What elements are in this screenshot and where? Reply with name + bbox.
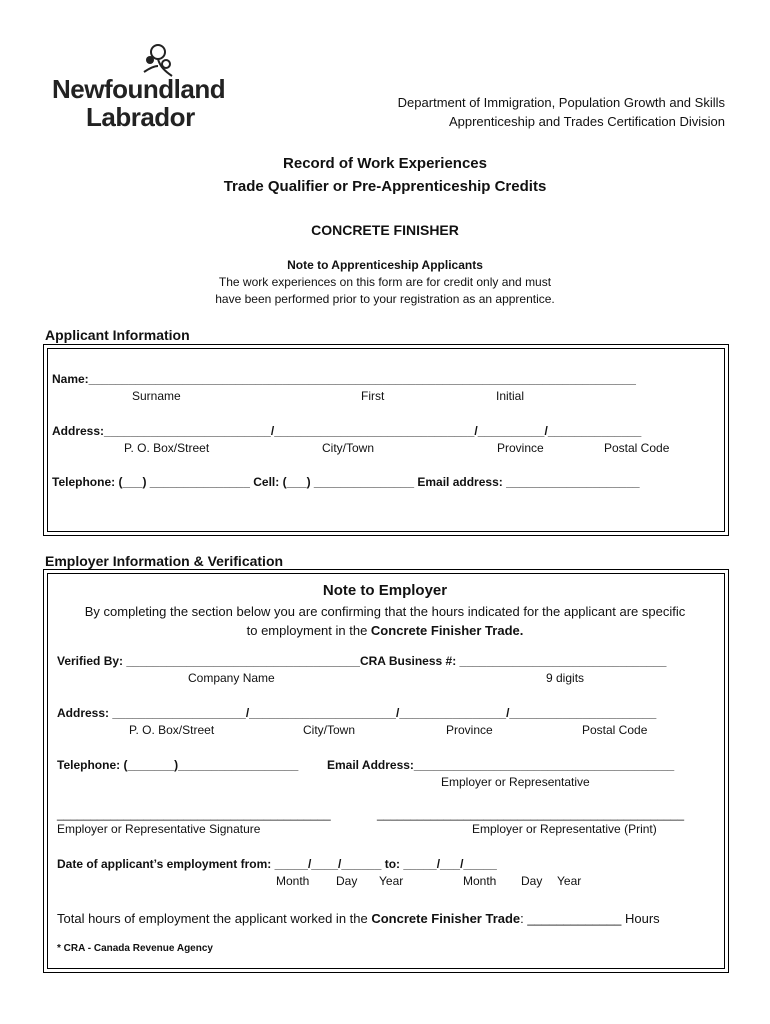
emp-addr-box-label: P. O. Box/Street xyxy=(129,723,215,737)
name-initial-label: Initial xyxy=(496,389,525,403)
email-sub-label: Employer or Representative xyxy=(441,775,590,789)
addr-city-label: City/Town xyxy=(322,441,375,455)
form-title: Record of Work Experiences xyxy=(283,155,487,172)
note-employer-line1: By completing the section below you are confirming that the hours indicated for the applicant are specific xyxy=(84,604,686,619)
print-name-line[interactable]: ______________________________________________ xyxy=(377,807,684,821)
employer-section-title: Employer Information & Verification xyxy=(45,553,284,569)
newfoundland-labrador-logo xyxy=(52,42,242,132)
employer-address-field[interactable]: Address: ____________________/______________________/________________/______________________ xyxy=(57,706,657,720)
note-applicants-heading: Note to Apprenticeship Applicants xyxy=(287,258,483,272)
company-name-label: Company Name xyxy=(188,671,275,685)
applicant-address-field[interactable]: Address:_________________________/______________________________/__________/______________ xyxy=(52,424,642,438)
name-surname-label: Surname xyxy=(132,389,181,403)
to-day-label: Day xyxy=(521,874,543,888)
division-name: Apprenticeship and Trades Certification Division xyxy=(448,114,725,129)
emp-addr-province-label: Province xyxy=(446,723,493,737)
from-year-label: Year xyxy=(379,874,404,888)
applicant-name-field[interactable]: Name:__________________________________________________________________________________ xyxy=(52,372,636,386)
note-applicants-line2: have been performed prior to your registration as an apprentice. xyxy=(215,292,555,306)
note-applicants-line1: The work experiences on this form are for credit only and must xyxy=(218,275,552,289)
addr-province-label: Province xyxy=(497,441,544,455)
from-day-label: Day xyxy=(336,874,358,888)
emp-addr-postal-label: Postal Code xyxy=(582,723,648,737)
logo-line-2: Labrador xyxy=(86,102,195,132)
addr-postal-label: Postal Code xyxy=(604,441,670,455)
name-first-label: First xyxy=(361,389,385,403)
from-month-label: Month xyxy=(276,874,310,888)
applicant-phone-field[interactable]: Telephone: (___) _______________ Cell: (___) _______________ Email address: ____________________ xyxy=(52,475,640,489)
nine-digits-label: 9 digits xyxy=(546,671,585,685)
to-year-label: Year xyxy=(557,874,582,888)
to-month-label: Month xyxy=(463,874,497,888)
logo-line-1: Newfoundland xyxy=(52,74,226,104)
signature-label: Employer or Representative Signature xyxy=(57,822,261,836)
print-name-label: Employer or Representative (Print) xyxy=(472,822,657,836)
employment-dates-field[interactable]: Date of applicant’s employment from: _____/____/______ to: _____/___/_____ xyxy=(57,857,497,871)
form-subtitle: Trade Qualifier or Pre-Apprenticeship Credits xyxy=(223,178,547,195)
note-employer-heading: Note to Employer xyxy=(322,582,448,599)
verified-by-field[interactable]: Verified By: ___________________________________CRA Business #: _______________________________ xyxy=(57,654,667,668)
signature-line[interactable]: _________________________________________ xyxy=(57,807,331,821)
cra-footnote: * CRA - Canada Revenue Agency xyxy=(57,943,213,954)
department-name: Department of Immigration, Population Growth and Skills xyxy=(397,95,725,110)
note-employer-line2: to employment in the Concrete Finisher Trade. xyxy=(246,623,524,638)
emp-addr-city-label: City/Town xyxy=(303,723,356,737)
trade-name: CONCRETE FINISHER xyxy=(311,222,459,238)
employer-phone-field[interactable]: Telephone: (_______)__________________ xyxy=(57,758,299,772)
employer-email-field[interactable]: Email Address:_______________________________________ xyxy=(327,758,675,772)
applicant-section-title: Applicant Information xyxy=(45,327,190,343)
addr-box-label: P. O. Box/Street xyxy=(124,441,210,455)
total-hours-field[interactable]: Total hours of employment the applicant worked in the Concrete Finisher Trade: _____________ Hours xyxy=(57,911,660,926)
